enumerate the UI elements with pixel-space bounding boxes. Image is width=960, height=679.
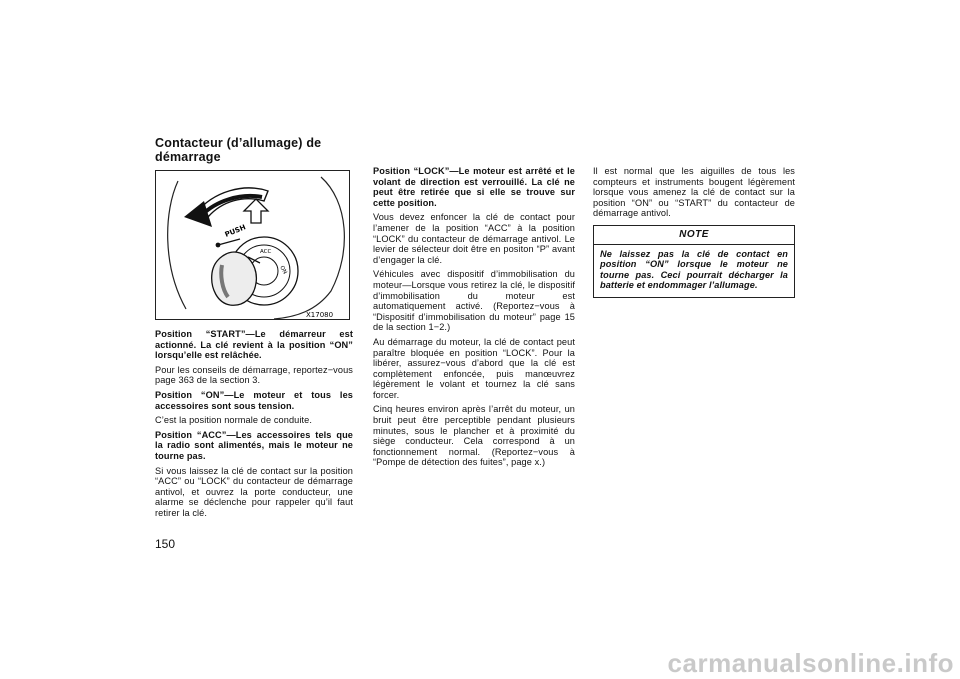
figure-code: X17080 <box>306 311 334 319</box>
acc-label: ACC <box>260 249 272 255</box>
text-column-3 <box>593 166 795 298</box>
paragraph-noise: Cinq heures environ après l’arrêt du moteur, un bruit peut être perceptible pendant plusieurs minutes, sous le plancher et à proximité du siège conducteur. Cela correspond à un fonctionnement normal. (Reportez−vous à “Pompe de détection des fuites”, page x.) <box>373 404 575 468</box>
paragraph-acc-alarm: Si vous laissez la clé de contact sur la position “ACC” ou “LOCK” du contacteur de démarrage antivol, et ouvrez la porte conducteur, une alarme se déclenche pour rappeler qu’il faut retirer la clé. <box>155 465 353 518</box>
paragraph-immobiliser: Véhicules avec dispositif d’immobilisation du moteur—Lorsque vous retirez la clé, le dispositif d’immobilisation du moteur est automatiquement activé. (Reportez−vous à “Dispositif d’immobilisation du moteur” page 15 de la section 1−2.) <box>373 269 575 333</box>
paragraph-on-normal: C’est la position normale de conduite. <box>155 415 313 426</box>
note-title: NOTE <box>679 228 709 240</box>
ignition-switch-illustration <box>155 170 350 320</box>
paragraph-acc: Position “ACC”—Les accessoires tels que la radio sont alimentés, mais le moteur ne tourne pas. <box>155 429 353 461</box>
paragraph-start-advice: Pour les conseils de démarrage, reportez−vous page 363 de la section 3. <box>155 364 353 386</box>
note-text: Ne laissez pas la clé de contact en position “ON” lorsque le moteur ne tourne pas. Ceci pourrait décharger la batterie et endommager l’allumage. <box>600 248 788 291</box>
watermark: carmanualsonline.info <box>667 648 954 678</box>
note-divider <box>594 244 794 245</box>
paragraph-key-stuck: Au démarrage du moteur, la clé de contact peut paraître bloquée en position “LOCK”. Pour la libérer, assurez−vous d’abord que la clé est complètement enfoncée, puis manœuvrez légèrement le volant et tournez la clé sans forcer. <box>373 336 575 400</box>
push-label: PUSH <box>223 223 247 239</box>
paragraph-on: Position “ON”—Le moteur et tous les accessoires sont sous tension. <box>155 389 353 411</box>
page-number: 150 <box>155 537 176 551</box>
paragraph-gauges: Il est normal que les aiguilles de tous les compteurs et instruments bougent légèrement lorsque vous amenez la clé de contact sur la position “ON” ou “START” du contacteur de démarrage antivol. <box>593 166 795 219</box>
section-heading: Contacteur (d’allumage) de démarrage <box>155 136 322 164</box>
ignition-switch-drawing <box>156 171 350 320</box>
paragraph-lock-push: Vous devez enfoncer la clé de contact pour l’amener de la position “ACC” à la position “LOCK” du contacteur de démarrage antivol. Le levier de sélecteur doit être en positon “P” avant d’engager la clé. <box>373 212 575 265</box>
paragraph-lock: Position “LOCK”—Le moteur est arrêté et le volant de direction est verrouillé. La clé ne peut être retirée que si elle se trouve sur cette position. <box>373 166 575 208</box>
on-label: ON <box>278 265 288 276</box>
paragraph-start: Position “START”—Le démarreur est actionné. La clé revient à la position “ON” lorsqu’elle est relâchée. <box>155 329 353 361</box>
note-box <box>593 225 795 298</box>
text-column-1 <box>155 329 353 523</box>
text-column-2 <box>373 166 575 472</box>
